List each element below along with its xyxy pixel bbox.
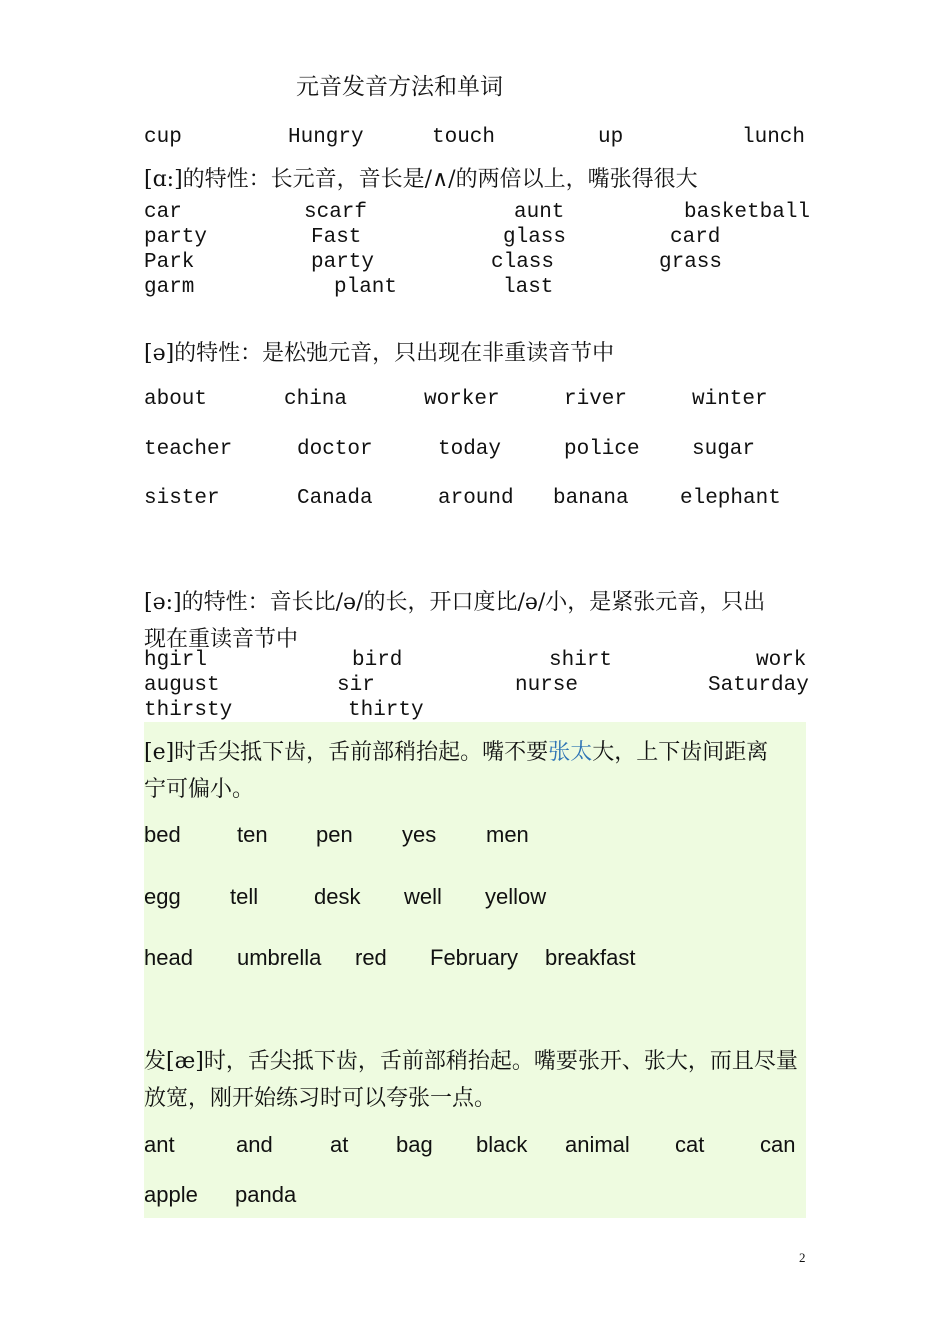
word: scarf [304, 201, 368, 224]
word: card [670, 226, 721, 249]
page-number: 2 [799, 1250, 806, 1265]
word: plant [334, 276, 398, 299]
word: Saturday [708, 674, 809, 697]
word: bag [396, 1132, 433, 1157]
word: yellow [485, 884, 547, 909]
word: glass [503, 226, 567, 249]
word: pen [316, 822, 353, 847]
word: banana [553, 487, 629, 510]
word: around [438, 487, 514, 510]
word: yes [402, 822, 437, 847]
word: touch [432, 126, 496, 149]
section-heading-continued: 宁可偏小。 [144, 777, 255, 802]
word: nurse [515, 674, 579, 697]
word: ten [237, 822, 268, 847]
word: well [404, 884, 442, 909]
section-heading: 发[æ]时，舌尖抵下齿，舌前部稍抬起。嘴要张开、张大，而且尽量 [144, 1049, 798, 1074]
word: and [236, 1132, 273, 1157]
word: February [430, 945, 519, 970]
word: party [311, 251, 375, 274]
word: bed [144, 822, 181, 847]
word: last [503, 276, 554, 299]
word: china [284, 388, 348, 411]
word: ant [144, 1132, 175, 1157]
word: cat [675, 1132, 705, 1157]
word: class [491, 251, 555, 274]
word: up [598, 126, 624, 149]
word: head [144, 945, 193, 970]
word: panda [235, 1182, 297, 1207]
section-heading [144, 735, 768, 766]
word: black [476, 1132, 528, 1157]
word: sister [144, 487, 220, 510]
word: winter [692, 388, 768, 411]
word: party [144, 226, 208, 249]
word: august [144, 674, 220, 697]
heading-text: [e]时舌尖抵下齿，舌前部稍抬起。嘴不要 [144, 740, 549, 765]
word: work [756, 649, 807, 672]
heading-text: 大，上下齿间距离 [592, 740, 769, 765]
word: bird [352, 649, 403, 672]
word: worker [424, 388, 500, 411]
word: Fast [311, 226, 362, 249]
word: Canada [297, 487, 373, 510]
word: animal [565, 1132, 630, 1157]
word: Hungry [288, 126, 364, 149]
word: thirsty [144, 699, 233, 722]
word: teacher [144, 438, 233, 461]
word: thirty [348, 699, 424, 722]
word: shirt [549, 649, 613, 672]
word: lunch [742, 126, 806, 149]
word: aunt [514, 201, 565, 224]
word: cup [144, 126, 182, 149]
word: men [486, 822, 529, 847]
section-heading: [ə:]的特性：音长比/ə/的长，开口度比/ə/小，是紧张元音，只出 [144, 590, 766, 615]
word: police [564, 438, 640, 461]
page-title: 元音发音方法和单词 [296, 74, 503, 100]
section-heading-continued: 放宽，刚开始练习时可以夸张一点。 [144, 1086, 497, 1111]
word: apple [144, 1182, 198, 1207]
section-heading: [ə]的特性：是松弛元音，只出现在非重读音节中 [144, 341, 615, 366]
word: can [760, 1132, 796, 1157]
section-heading: [ɑ:]的特性：长元音，音长是/∧/的两倍以上，嘴张得很大 [144, 167, 698, 192]
word: umbrella [237, 945, 322, 970]
word: breakfast [545, 945, 636, 970]
word: river [564, 388, 628, 411]
word: at [330, 1132, 349, 1157]
word: elephant [680, 487, 781, 510]
highlighted-text: 张太 [548, 740, 593, 765]
word: tell [230, 884, 259, 909]
word: today [438, 438, 502, 461]
word: about [144, 388, 208, 411]
word: sir [337, 674, 375, 697]
section-heading-continued: 现在重读音节中 [144, 627, 299, 652]
word: red [355, 945, 387, 970]
word: sugar [692, 438, 756, 461]
word: garm [144, 276, 195, 299]
word: hgirl [144, 649, 208, 672]
word: car [144, 201, 182, 224]
word: basketball [684, 201, 811, 224]
word: doctor [297, 438, 373, 461]
word: desk [314, 884, 361, 909]
word: grass [659, 251, 723, 274]
word: Park [144, 251, 195, 274]
word: egg [144, 884, 181, 909]
